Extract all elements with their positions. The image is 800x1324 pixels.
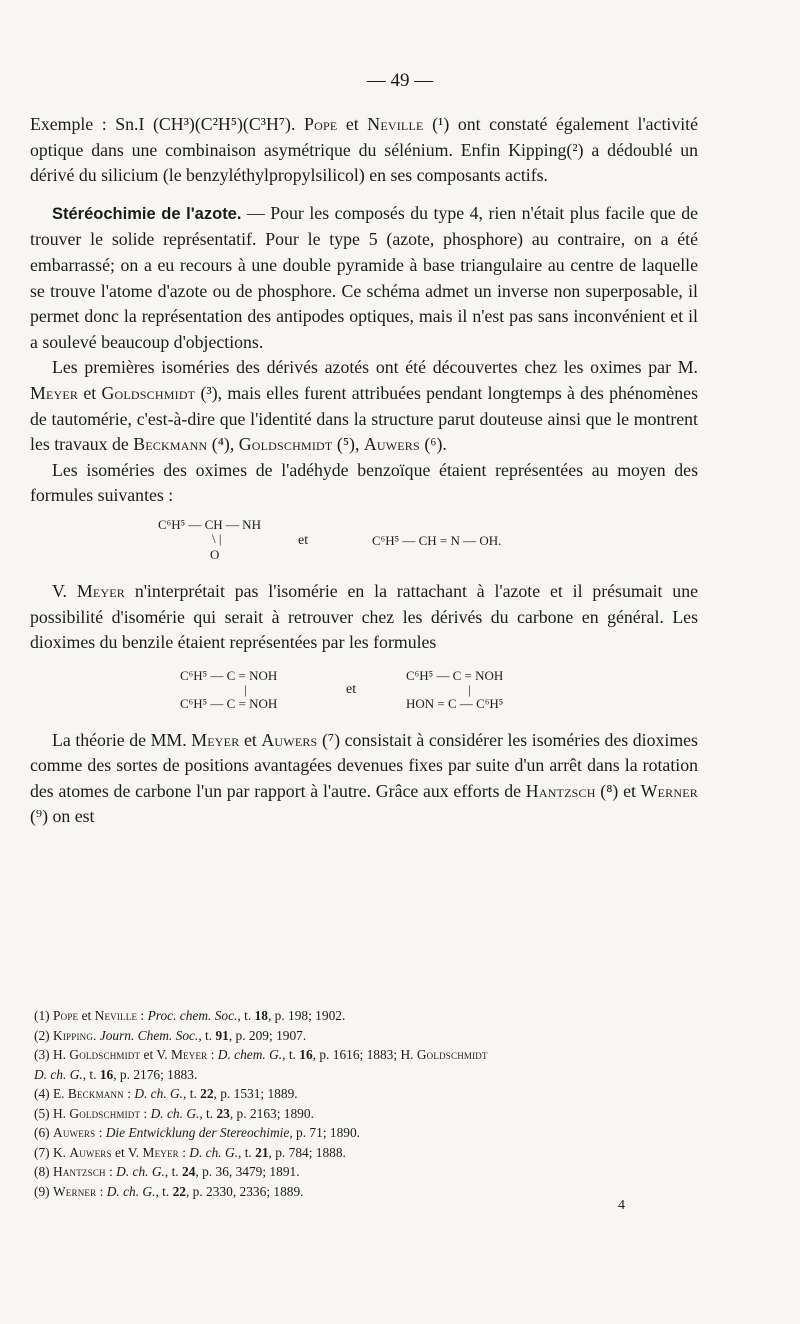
paragraph-2 <box>30 201 698 356</box>
formula-dioximes <box>30 656 698 728</box>
section-heading: Stéréochimie de l'azote. <box>52 204 242 223</box>
para6-text-b: et <box>239 729 262 750</box>
author-beckmann: Beckmann <box>133 434 208 455</box>
para6-text-a: La théorie de MM. <box>52 729 192 750</box>
formula1-left-bot: O <box>210 546 220 562</box>
para6-text-c: (⁷) consistait à considérer les isoméries des dioximes comme des sortes de positions avantagées devenues fixes par suite d'un arrêt dans la rotation des atomes de carbone l'un par rapport à l'autre. Grâce aux efforts de <box>30 729 698 801</box>
formula2-r2: | <box>468 681 471 697</box>
footnote-3: (3) H. Goldschmidt et V. Meyer : D. chem. G., t. 16, p. 1616; 1883; H. Goldschmidt D. ch. G., t. 16, p. 2176; 1883. <box>34 1047 488 1082</box>
para3-text-b: et <box>78 382 102 403</box>
formula2-et: et <box>346 681 357 697</box>
para1-text-a: Exemple : Sn.I (CH³)(C²H⁵)(C³H⁷). <box>30 114 304 134</box>
formula2-l1: C⁶H⁵ — C = NOH <box>180 667 278 683</box>
author-werner: Werner <box>640 780 698 801</box>
footnote-4: (4) E. Beckmann : D. ch. G., t. 22, p. 1531; 1889. <box>34 1086 298 1101</box>
author-pope: Pope <box>303 114 338 134</box>
paragraph-6 <box>30 728 698 830</box>
formula1-right: C⁶H⁵ — CH = N — OH. <box>372 532 502 548</box>
body-text <box>30 112 698 830</box>
footnote-8: (8) Hantzsch : D. ch. G., t. 24, p. 36, 3479; 1891. <box>34 1164 300 1179</box>
footnotes <box>30 1006 710 1201</box>
author-auwers: Auwers <box>363 434 420 455</box>
para3-text-f: (⁶). <box>419 434 447 455</box>
author-goldschmidt-2: Goldschmidt <box>238 434 333 455</box>
footnote-9: (9) Werner : D. ch. G., t. 22, p. 2330, 2336; 1889. <box>34 1183 304 1199</box>
para5-text-b: n'interprétait pas l'isomérie en la rattachant à l'azote et il présumait une possibilité d'isomérie qui serait à retrouver chez les dérivés du carbone en général. Les dioximes du benzile étaient représentées par les formules <box>30 580 698 653</box>
author-auwers-2: Auwers <box>261 729 318 750</box>
para1-text-b: et <box>337 114 368 134</box>
para3-text-c: (³), mais elles furent attribuées pendant longtemps à des phénomènes de tautomérie, c'est-à-dire que l'identité dans la structure parut douteuse ainsi que le montrent les travaux de <box>30 382 698 455</box>
formula2-l3: C⁶H⁵ — C = NOH <box>180 695 278 711</box>
author-meyer-2: Meyer <box>191 729 240 750</box>
formula2-l2: | <box>244 681 247 697</box>
paragraph-5 <box>30 579 698 656</box>
formula2-r3: HON = C — C⁶H⁵ <box>406 695 504 711</box>
para6-text-d: (⁸) et <box>595 780 641 801</box>
para3-text-a: Les premières isoméries des dérivés azotés ont été découvertes chez les oximes par M. <box>52 357 698 378</box>
formula-oximes <box>30 509 698 579</box>
footnote-2: (2) Kipping. Journ. Chem. Soc., t. 91, p. 209; 1907. <box>34 1027 307 1043</box>
footnote-7: (7) K. Auwers et V. Meyer : D. ch. G., t. 21, p. 784; 1888. <box>34 1144 346 1160</box>
footnote-6: (6) Auwers : Die Entwicklung der Stereochimie, p. 71; 1890. <box>34 1125 361 1140</box>
para1-text-c: (¹) ont constaté également l'activité optique dans une combinaison asymétrique du sélénium. Enfin Kipping(²) a dédoublé un dérivé du silicium (le benzyléthylpropylsilicol) en ses composants actifs. <box>30 114 698 186</box>
author-goldschmidt: Goldschmidt <box>101 382 196 403</box>
para5-text-a: V. <box>52 580 77 601</box>
footnote-1: (1) Pope et Neville : Proc. chem. Soc., t. 18, p. 198; 1902. <box>34 1008 346 1023</box>
para6-text-e: (⁹) on est <box>30 806 95 827</box>
author-v-meyer: Meyer <box>76 580 125 601</box>
para2-text: — Pour les composés du type 4, rien n'était plus facile que de trouver le solide représentatif. Pour le type 5 (azote, phosphore) au contraire, on a été embarrassé; on a eu recours à une double pyramide à base triangulaire au centre de laquelle se trouve l'atome d'azote ou de phosphore. Ce schéma admet un inverse non superposable, il permet donc la représentation des antipodes optiques, mais il n'est pas sans inconvénient et il a soulevé beaucoup d'objections. <box>30 202 698 352</box>
formula2-r1: C⁶H⁵ — C = NOH <box>406 667 504 683</box>
author-neville: Neville <box>367 114 424 134</box>
signature-mark: 4 <box>618 1198 625 1213</box>
page-folio: — 49 — <box>366 70 434 91</box>
formula1-left-mid: \ | <box>212 530 222 546</box>
para3-text-d: (⁴), <box>207 434 239 455</box>
author-hantzsch: Hantzsch <box>525 780 596 801</box>
paragraph-4: Les isoméries des oximes de l'adéhyde benzoïque étaient représentées au moyen des formules suivantes : <box>30 459 698 506</box>
para3-text-e: (⁵), <box>332 434 364 455</box>
paragraph-3 <box>30 355 698 457</box>
formula1-et: et <box>298 532 309 548</box>
author-meyer: Meyer <box>30 382 79 403</box>
formula1-left-top: C⁶H⁵ — CH — NH <box>158 516 261 532</box>
footnote-5: (5) H. Goldschmidt : D. ch. G., t. 23, p. 2163; 1890. <box>34 1105 314 1121</box>
paragraph-1 <box>30 112 698 189</box>
